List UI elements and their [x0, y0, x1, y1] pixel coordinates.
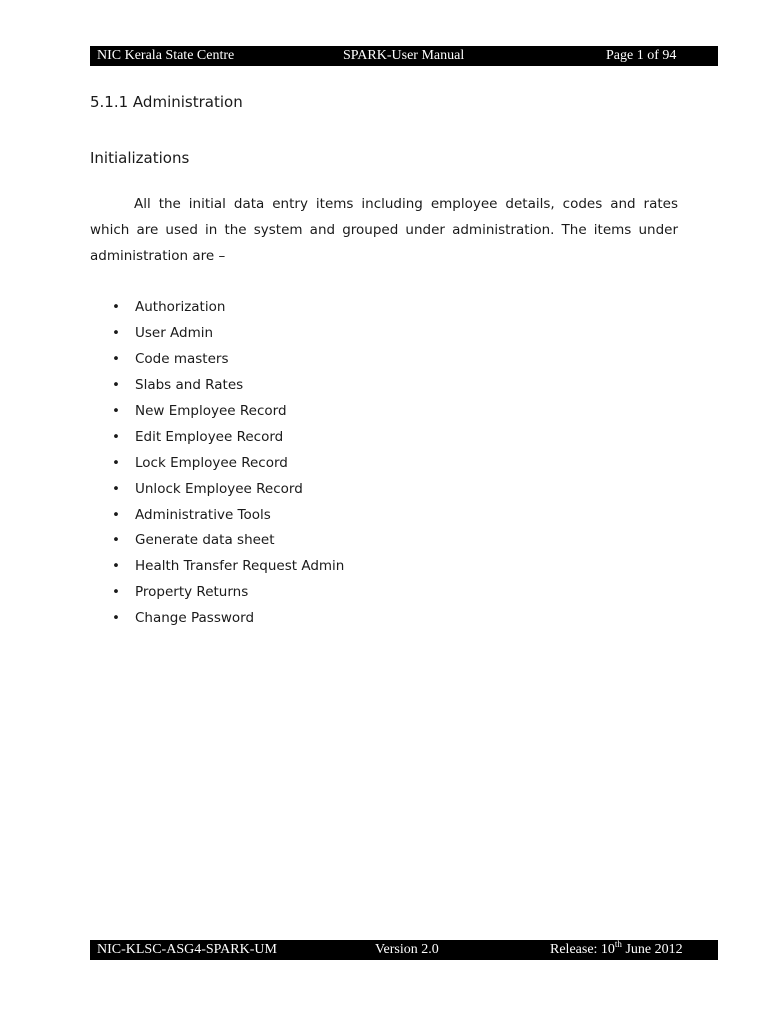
- admin-items-list: [90, 294, 344, 631]
- intro-paragraph: All the initial data entry items including employee details, codes and rates which are used in the system and grouped under administration. The items under administration are –: [90, 196, 678, 264]
- page-header: [90, 46, 718, 66]
- bullet-icon: •: [112, 324, 120, 341]
- list-item-label: Code masters: [135, 350, 229, 367]
- list-item: [90, 320, 344, 346]
- list-item-label: Health Transfer Request Admin: [135, 558, 345, 575]
- list-item: [90, 553, 344, 579]
- footer-doc-id: NIC-KLSC-ASG4-SPARK-UM: [97, 942, 277, 957]
- list-item: [90, 294, 344, 320]
- list-item-label: Slabs and Rates: [135, 376, 244, 393]
- list-item-label: Generate data sheet: [135, 532, 275, 549]
- list-item-label: Authorization: [135, 299, 226, 315]
- footer-release-suffix: June 2012: [621, 942, 683, 957]
- list-item-label: New Employee Record: [135, 402, 287, 419]
- list-item: [90, 372, 344, 398]
- bullet-icon: •: [112, 350, 120, 367]
- header-org: NIC Kerala State Centre: [97, 48, 235, 63]
- page-footer: [90, 940, 718, 960]
- list-item-label: Lock Employee Record: [135, 454, 288, 471]
- list-item: [90, 346, 344, 372]
- list-item: [90, 502, 344, 528]
- footer-version: Version 2.0: [375, 942, 439, 957]
- footer-release-sup: th: [614, 939, 622, 949]
- footer-release: [550, 939, 683, 958]
- list-item: [90, 527, 344, 553]
- list-item: [90, 450, 344, 476]
- section-title: 5.1.1 Administration: [90, 93, 243, 111]
- list-item-label: User Admin: [135, 324, 214, 341]
- list-item-label: Unlock Employee Record: [135, 480, 303, 497]
- subsection-title: Initializations: [90, 149, 190, 167]
- bullet-icon: •: [112, 506, 120, 523]
- footer-release-prefix: Release: 10: [550, 942, 615, 957]
- bullet-icon: •: [112, 428, 120, 445]
- list-item: [90, 424, 344, 450]
- bullet-icon: •: [112, 299, 120, 315]
- bullet-icon: •: [112, 480, 120, 497]
- bullet-icon: •: [112, 376, 120, 393]
- bullet-icon: •: [112, 532, 120, 549]
- bullet-icon: •: [112, 584, 120, 601]
- list-item-label: Administrative Tools: [135, 506, 271, 523]
- list-item-label: Edit Employee Record: [135, 428, 284, 445]
- list-item: [90, 398, 344, 424]
- bullet-icon: •: [112, 610, 120, 627]
- bullet-icon: •: [112, 402, 120, 419]
- bullet-icon: •: [112, 454, 120, 471]
- list-item-label: Property Returns: [135, 584, 249, 601]
- list-item: [90, 476, 344, 502]
- bullet-icon: •: [112, 558, 120, 575]
- header-page-number: Page 1 of 94: [606, 48, 677, 63]
- list-item: [90, 579, 344, 605]
- list-item-label: Change Password: [135, 610, 255, 627]
- header-doc-title: SPARK-User Manual: [343, 48, 465, 63]
- list-item: [90, 605, 344, 631]
